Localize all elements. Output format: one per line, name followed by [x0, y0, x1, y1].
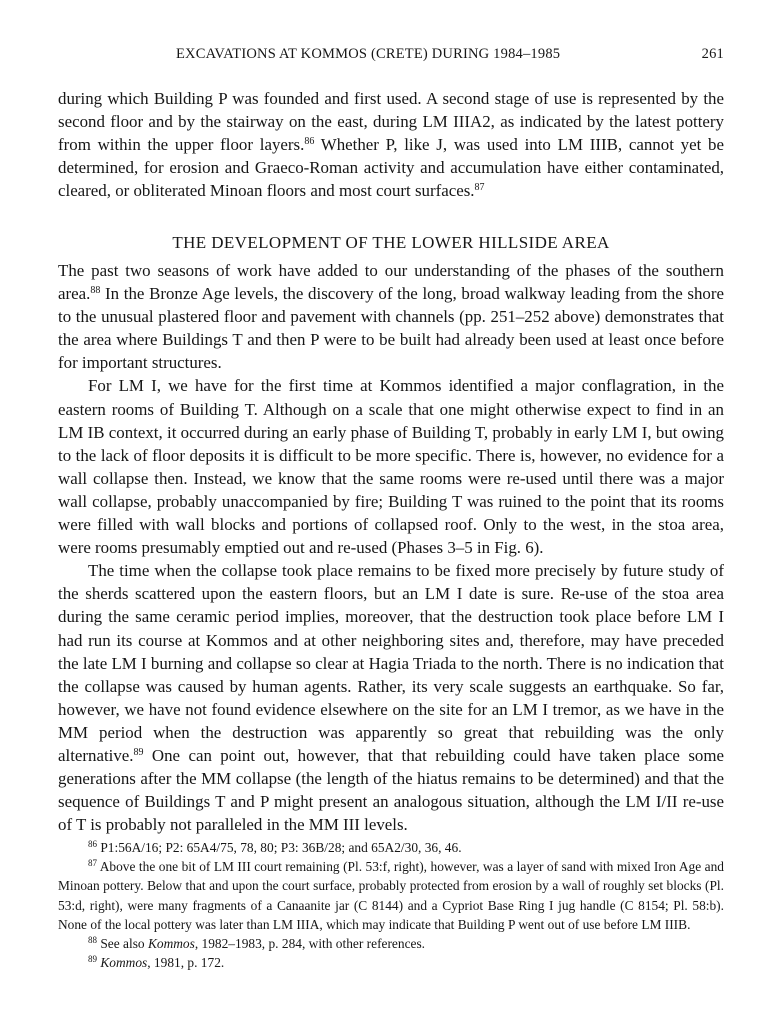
- footnote-mark: 88: [88, 935, 97, 946]
- section-heading: THE DEVELOPMENT OF THE LOWER HILLSIDE AREA: [172, 233, 610, 252]
- footnote-88: [58, 934, 724, 953]
- footnote-mark: 86: [88, 839, 97, 849]
- intro-text: Whether P, like J, was used into LM IIIB, cannot yet be determined, for erosion and Graeco-Roman activity and accumulation have either contaminated, cleared, or obliterated Minoan floors and most court surfaces.: [58, 135, 725, 201]
- footnote-ref-89[interactable]: 89: [133, 746, 144, 758]
- citation-title: Kommos: [100, 955, 148, 971]
- footnote-ref-87[interactable]: 87: [474, 182, 485, 194]
- paragraph: [58, 559, 724, 836]
- footnote-mark: 87: [88, 858, 97, 869]
- footnote-mark: 89: [88, 954, 97, 965]
- running-title: EXCAVATIONS AT KOMMOS (CRETE) DURING 1984–1985: [176, 46, 561, 62]
- footnote-text: Above the one bit of LM III court remaining (Pl. 53:f, right), however, was a layer of sand with mixed Iron Age and Minoan pottery. Below that and upon the court surface, probably protected from erosion by a wall of roughly set blocks (Pl. 53:d, right), were many fragments of a Canaanite jar (C 8144) and a Cypriot Base Ring I jug handle (C 8154; Pl. 58:b). None of the local pottery was later than LM IIIA, which may indicate that Building P went out of use before LM IIIB.: [58, 859, 724, 932]
- footnote-ref-86[interactable]: 86: [304, 136, 315, 148]
- footnote-text: , 1982–1983, p. 284, with other references.: [194, 936, 426, 952]
- paragraph-text: One can point out, however, that that rebuilding could have taken place some generations after the MM collapse (the length of the hiatus remains to be determined) and that the sequence of Buildings T and P might present an analogous situation, although the LM I/II re-use of T is probably not paralleled in the MM III levels.: [58, 745, 724, 835]
- footnote-text: See also: [97, 936, 148, 952]
- footnote-86: [58, 838, 724, 857]
- footnote-89: [58, 953, 724, 972]
- section-body: [58, 259, 724, 836]
- footnote-ref-88[interactable]: 88: [90, 285, 101, 297]
- citation-title: Kommos: [147, 936, 195, 952]
- intro-paragraph: [58, 87, 724, 202]
- paragraph: [58, 374, 724, 559]
- paragraph-text: The past two seasons of work have added to our understanding of the phases of the southern area.: [58, 261, 724, 304]
- intro-text: during which Building P was founded and first used. A second stage of use is represented by the second floor and by the stairway on the east, during LM IIIA2, as indicated by the latest pottery from within the upper floor layers.: [58, 89, 724, 155]
- page-number: 261: [701, 46, 724, 62]
- paragraph-text: In the Bronze Age levels, the discovery of the long, broad walkway leading from the shore to the unusual plastered floor and pavement with channels (pp. 251–252 above) demonstrates that the area where Buildings T and then P were to be built had already been used at least once before for important structures.: [58, 284, 724, 373]
- footnotes: [58, 838, 724, 972]
- footnote-text: , 1981, p. 172.: [147, 955, 225, 971]
- footnote-text: P1:56A/16; P2: 65A4/75, 78, 80; P3: 36B/28; and 65A2/30, 36, 46.: [97, 840, 462, 855]
- footnote-87: [58, 857, 724, 934]
- running-head: [58, 46, 724, 68]
- paragraph: [58, 259, 724, 374]
- paragraph-text: The time when the collapse took place remains to be fixed more precisely by future study of the sherds scattered upon the eastern floors, but an LM I date is sure. Re-use of the stoa area during the same ceramic period implies, moreover, that the destruction took place before LM I had run its course at Kommos and at other neighboring sites and, therefore, may have preceded the late LM I burning and collapse so clear at Hagia Triada to the north. There is no indication that the collapse was caused by human agents. Rather, its very scale suggests an earthquake. So far, however, we have not found evidence elsewhere on the site for an LM I tremor, as we have in the MM period when the destruction was apparently so great that rebuilding was the only alternative.: [58, 561, 724, 765]
- paragraph-text: For LM I, we have for the first time at Kommos identified a major conflagration, in the eastern rooms of Building T. Although on a scale that one might otherwise expect to find in an LM IB context, it occurred during an early phase of Building T, probably in early LM I, but owing to the lack of floor deposits it is difficult to be more specific. There is, however, no evidence for a wall collapse then. Instead, we know that the same rooms were re-used until there was a major wall collapse, probably unaccompanied by fire; Building T was ruined to the point that its rooms were filled with wall blocks and portions of collapsed roof. Only to the west, in the stoa area, were rooms presumably emptied out and re-used (Phases 3–5 in Fig. 6).: [58, 376, 724, 558]
